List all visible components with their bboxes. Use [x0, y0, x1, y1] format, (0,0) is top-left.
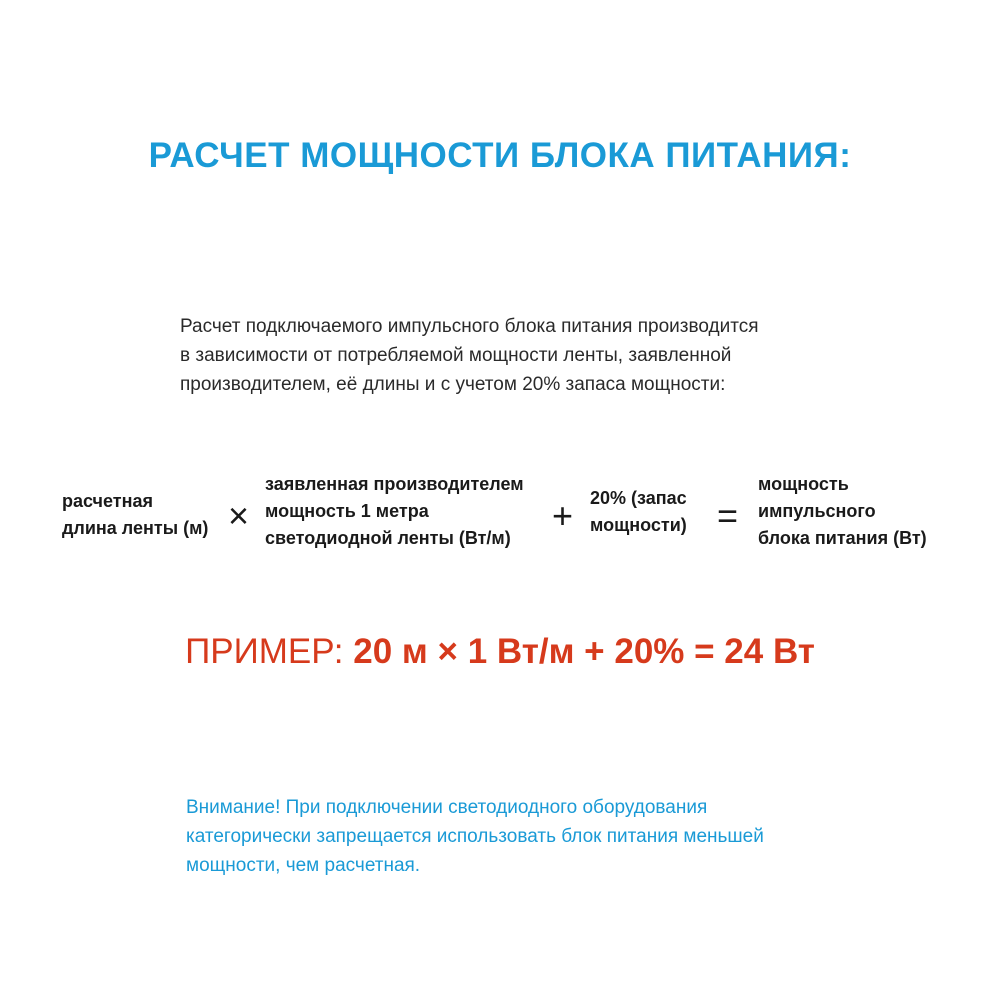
formula: [0, 470, 1000, 560]
formula-term-line: мощности): [590, 515, 687, 535]
formula-term-line: 20% (запас: [590, 488, 687, 508]
formula-term-line: мощность: [758, 474, 849, 494]
warning-line: категорически запрещается использовать блок питания меньшей: [186, 826, 764, 847]
intro-line: производителем, её длины и с учетом 20% запаса мощности:: [180, 374, 726, 395]
formula-term-reserve: [590, 485, 687, 539]
equals-sign: =: [717, 495, 739, 536]
formula-term-line: мощность 1 метра: [265, 501, 429, 521]
multiply-sign: ×: [228, 495, 250, 536]
formula-term-result: [758, 471, 927, 552]
formula-term-line: блока питания (Вт): [758, 528, 927, 548]
warning-paragraph: [186, 793, 906, 880]
example-line: [0, 628, 1000, 676]
formula-term-line: светодиодной ленты (Вт/м): [265, 528, 511, 548]
formula-term-length: [62, 488, 208, 542]
intro-line: в зависимости от потребляемой мощности ленты, заявленной: [180, 345, 732, 366]
page-title: РАСЧЕТ МОЩНОСТИ БЛОКА ПИТАНИЯ:: [148, 136, 852, 175]
formula-term-line: импульсного: [758, 501, 876, 521]
intro-line: Расчет подключаемого импульсного блока питания производится: [180, 316, 759, 337]
plus-sign: +: [552, 495, 574, 536]
formula-term-line: заявленная производителем: [265, 474, 524, 494]
formula-term-power: [265, 471, 524, 552]
example-equation: 20 м × 1 Вт/м + 20% = 24 Вт: [353, 632, 815, 671]
warning-line: мощности, чем расчетная.: [186, 855, 421, 876]
formula-term-line: расчетная: [62, 491, 153, 511]
formula-term-line: длина ленты (м): [62, 518, 209, 538]
warning-line: Внимание! При подключении светодиодного оборудования: [186, 797, 708, 818]
intro-paragraph: [180, 312, 880, 399]
example-label: ПРИМЕР:: [185, 632, 354, 671]
